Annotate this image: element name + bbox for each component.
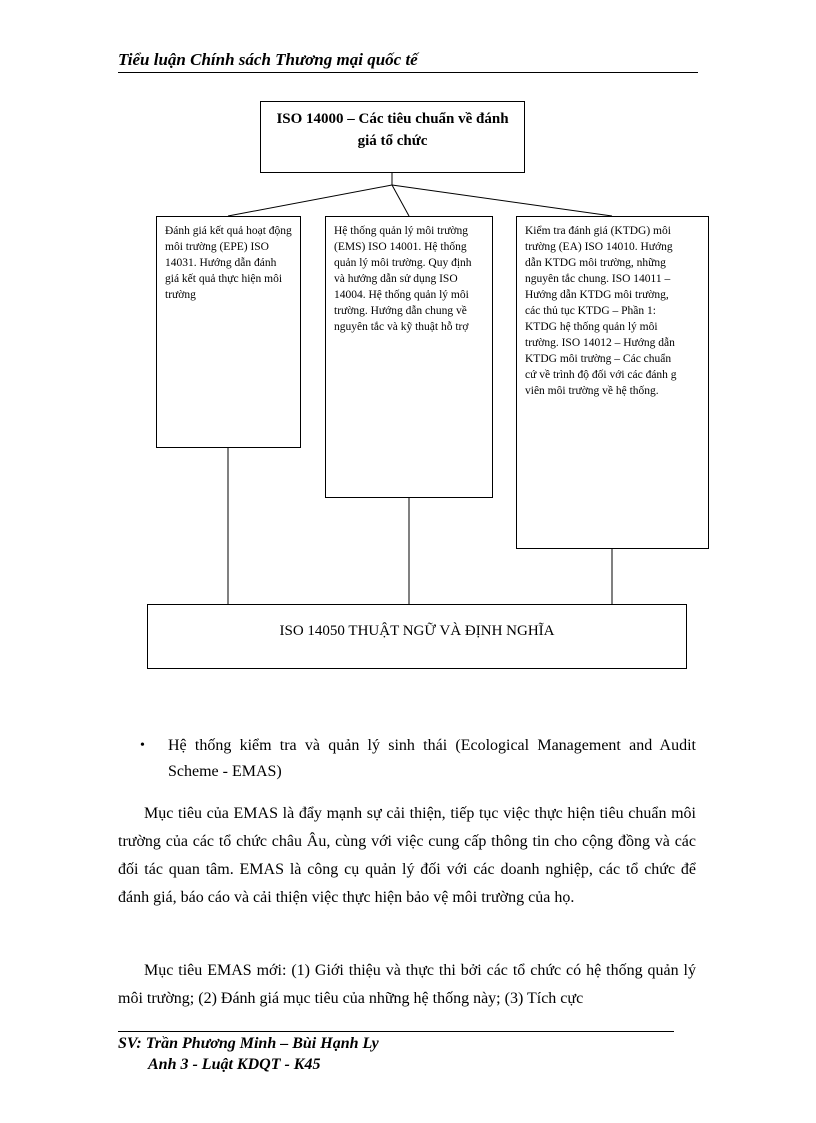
box-line: viên môi trường về hệ thống. (525, 385, 659, 397)
box-line: KTDG môi trường – Các chuẩn (525, 353, 672, 365)
box-line: trường. ISO 14012 – Hướng dẫn (525, 337, 675, 349)
box-line: dẫn KTDG môi trường, những (525, 257, 666, 269)
box-line: trường (EA) ISO 14010. Hướng (525, 241, 673, 253)
diagram-box-ems: Hệ thống quản lý môi trường (EMS) ISO 14001. Hệ thống quản lý môi trường. Quy định và hướng dẫn sử dụng ISO 14004. Hệ thống quản lý môi trường. Hướng dẫn chung về nguyên tắc và kỹ thuật hỗ trợ (325, 216, 493, 498)
box-line: KTDG hệ thống quản lý môi (525, 321, 658, 333)
bullet-icon: • (140, 738, 145, 753)
paragraph-emas-goal: Mục tiêu của EMAS là đẩy mạnh sự cải thiện, tiếp tục việc thực hiện tiêu chuẩn môi trường của các tổ chức châu Âu, cùng với việc cung cấp thông tin cho cộng đồng và các đối tác quan tâm. EMAS là công cụ quản lý đối với các doanh nghiệp, các tổ chức để đánh giá, báo cáo và cải thiện việc thực hiện bảo vệ môi trường của họ. (118, 805, 696, 906)
paragraph-emas-new-goal: Mục tiêu EMAS mới: (1) Giới thiệu và thực thi bởi các tổ chức có hệ thống quản lý môi trường; (2) Đánh giá mục tiêu của những hệ thống này; (3) Tích cực (118, 962, 696, 1007)
bullet-item-emas: Hệ thống kiểm tra và quản lý sinh thái (Ecological Management and Audit Scheme - EMAS) (168, 737, 696, 780)
box-line: nguyên tắc chung. ISO 14011 – (525, 273, 671, 285)
footer-class: Anh 3 - Luật KDQT - K45 (148, 1056, 321, 1073)
box-line: cứ về trình độ đối với các đánh g (525, 369, 677, 381)
box-line: Hướng dẫn KTDG môi trường, (525, 289, 669, 301)
page-header-title: Tiểu luận Chính sách Thương mại quốc tế (118, 50, 418, 69)
box-line: Kiểm tra đánh giá (KTDG) môi (525, 225, 671, 237)
footer-authors: SV: Trần Phương Minh – Bùi Hạnh Ly (118, 1035, 379, 1052)
diagram-bottom-box: ISO 14050 THUẬT NGỮ VÀ ĐỊNH NGHĨA (147, 604, 687, 669)
diagram-box-audit (516, 216, 709, 549)
footer-divider (118, 1031, 674, 1032)
diagram-box-epe: Đánh giá kết quả hoạt động môi trường (EPE) ISO 14031. Hướng dẫn đánh giá kết quả thực hiện môi trường (156, 216, 301, 448)
diagram-top-box: ISO 14000 – Các tiêu chuẩn về đánh giá tổ chức (260, 101, 525, 173)
box-line: các thủ tục KTDG – Phần 1: (525, 305, 656, 317)
